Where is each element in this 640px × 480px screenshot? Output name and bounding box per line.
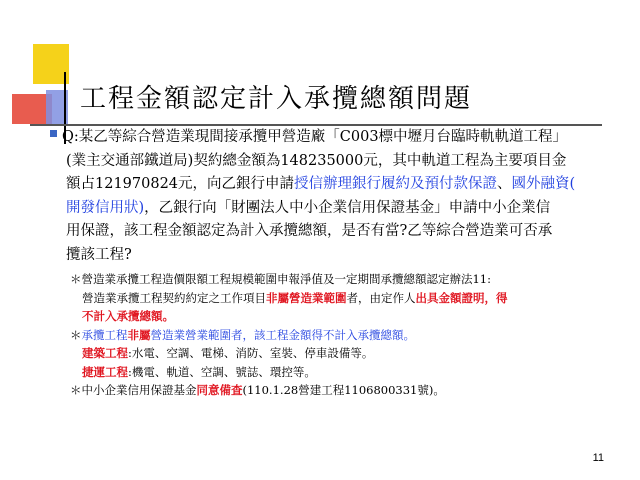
note-4: ＊承攬工程非屬營造業營業範圍者，該工程金額得不計入承攬總額。	[70, 327, 415, 342]
note-2: 營造業承攬工程契約約定之工作項目非屬營造業範圍者，由定作人出具金額證明，得	[82, 290, 508, 305]
highlight-letter-of-credit: 開發信用狀)	[66, 199, 145, 216]
question-line-1: Q:某乙等綜合營造業現間接承攬甲營造廠「C003標中壢月台臨時軌軌道工程」	[62, 129, 568, 145]
note-6: 捷運工程:機電、軌道、空調、號誌、環控等。	[82, 364, 316, 379]
note-1: ＊營造業承攬工程造價限額工程規模範圍申報淨值及一定期間承攬總額認定辦法11:	[70, 272, 492, 286]
question-line-6: 攬該工程?	[66, 246, 132, 263]
highlight-guarantee: 授信辦理銀行履約及預付款保證	[294, 176, 498, 192]
bullet-square-icon	[50, 130, 57, 137]
question-line-5: 用保證，該工程金額認定為計入承攬總額，是否有當?乙等綜合營造業可否承	[66, 223, 553, 239]
slide-title: 工程金額認定計入承攬總額問題	[80, 84, 473, 114]
notes-section	[70, 270, 620, 400]
highlight-foreign-finance: 國外融資(	[511, 176, 576, 192]
note-3: 不計入承攬總額。	[82, 309, 174, 323]
question-paragraph	[62, 126, 622, 267]
question-line-2: (業主交通部鐵道局)契約總金額為148235000元，其中軌道工程為主要項目金	[66, 152, 567, 169]
question-line-4: 開發信用狀)，乙銀行向「財團法人中小企業信用保證基金」申請中小企業信	[66, 199, 551, 216]
page-number: 11	[592, 452, 604, 464]
question-line-3: 額占121970824元，向乙銀行申請授信辦理銀行履約及預付款保證、國外融資(	[66, 176, 576, 192]
note-5: 建築工程:水電、空調、電梯、消防、室裝、停車設備等。	[82, 346, 374, 360]
note-7: ＊中小企業信用保證基金同意備查(110.1.28營建工程1106800331號)。	[70, 383, 445, 397]
